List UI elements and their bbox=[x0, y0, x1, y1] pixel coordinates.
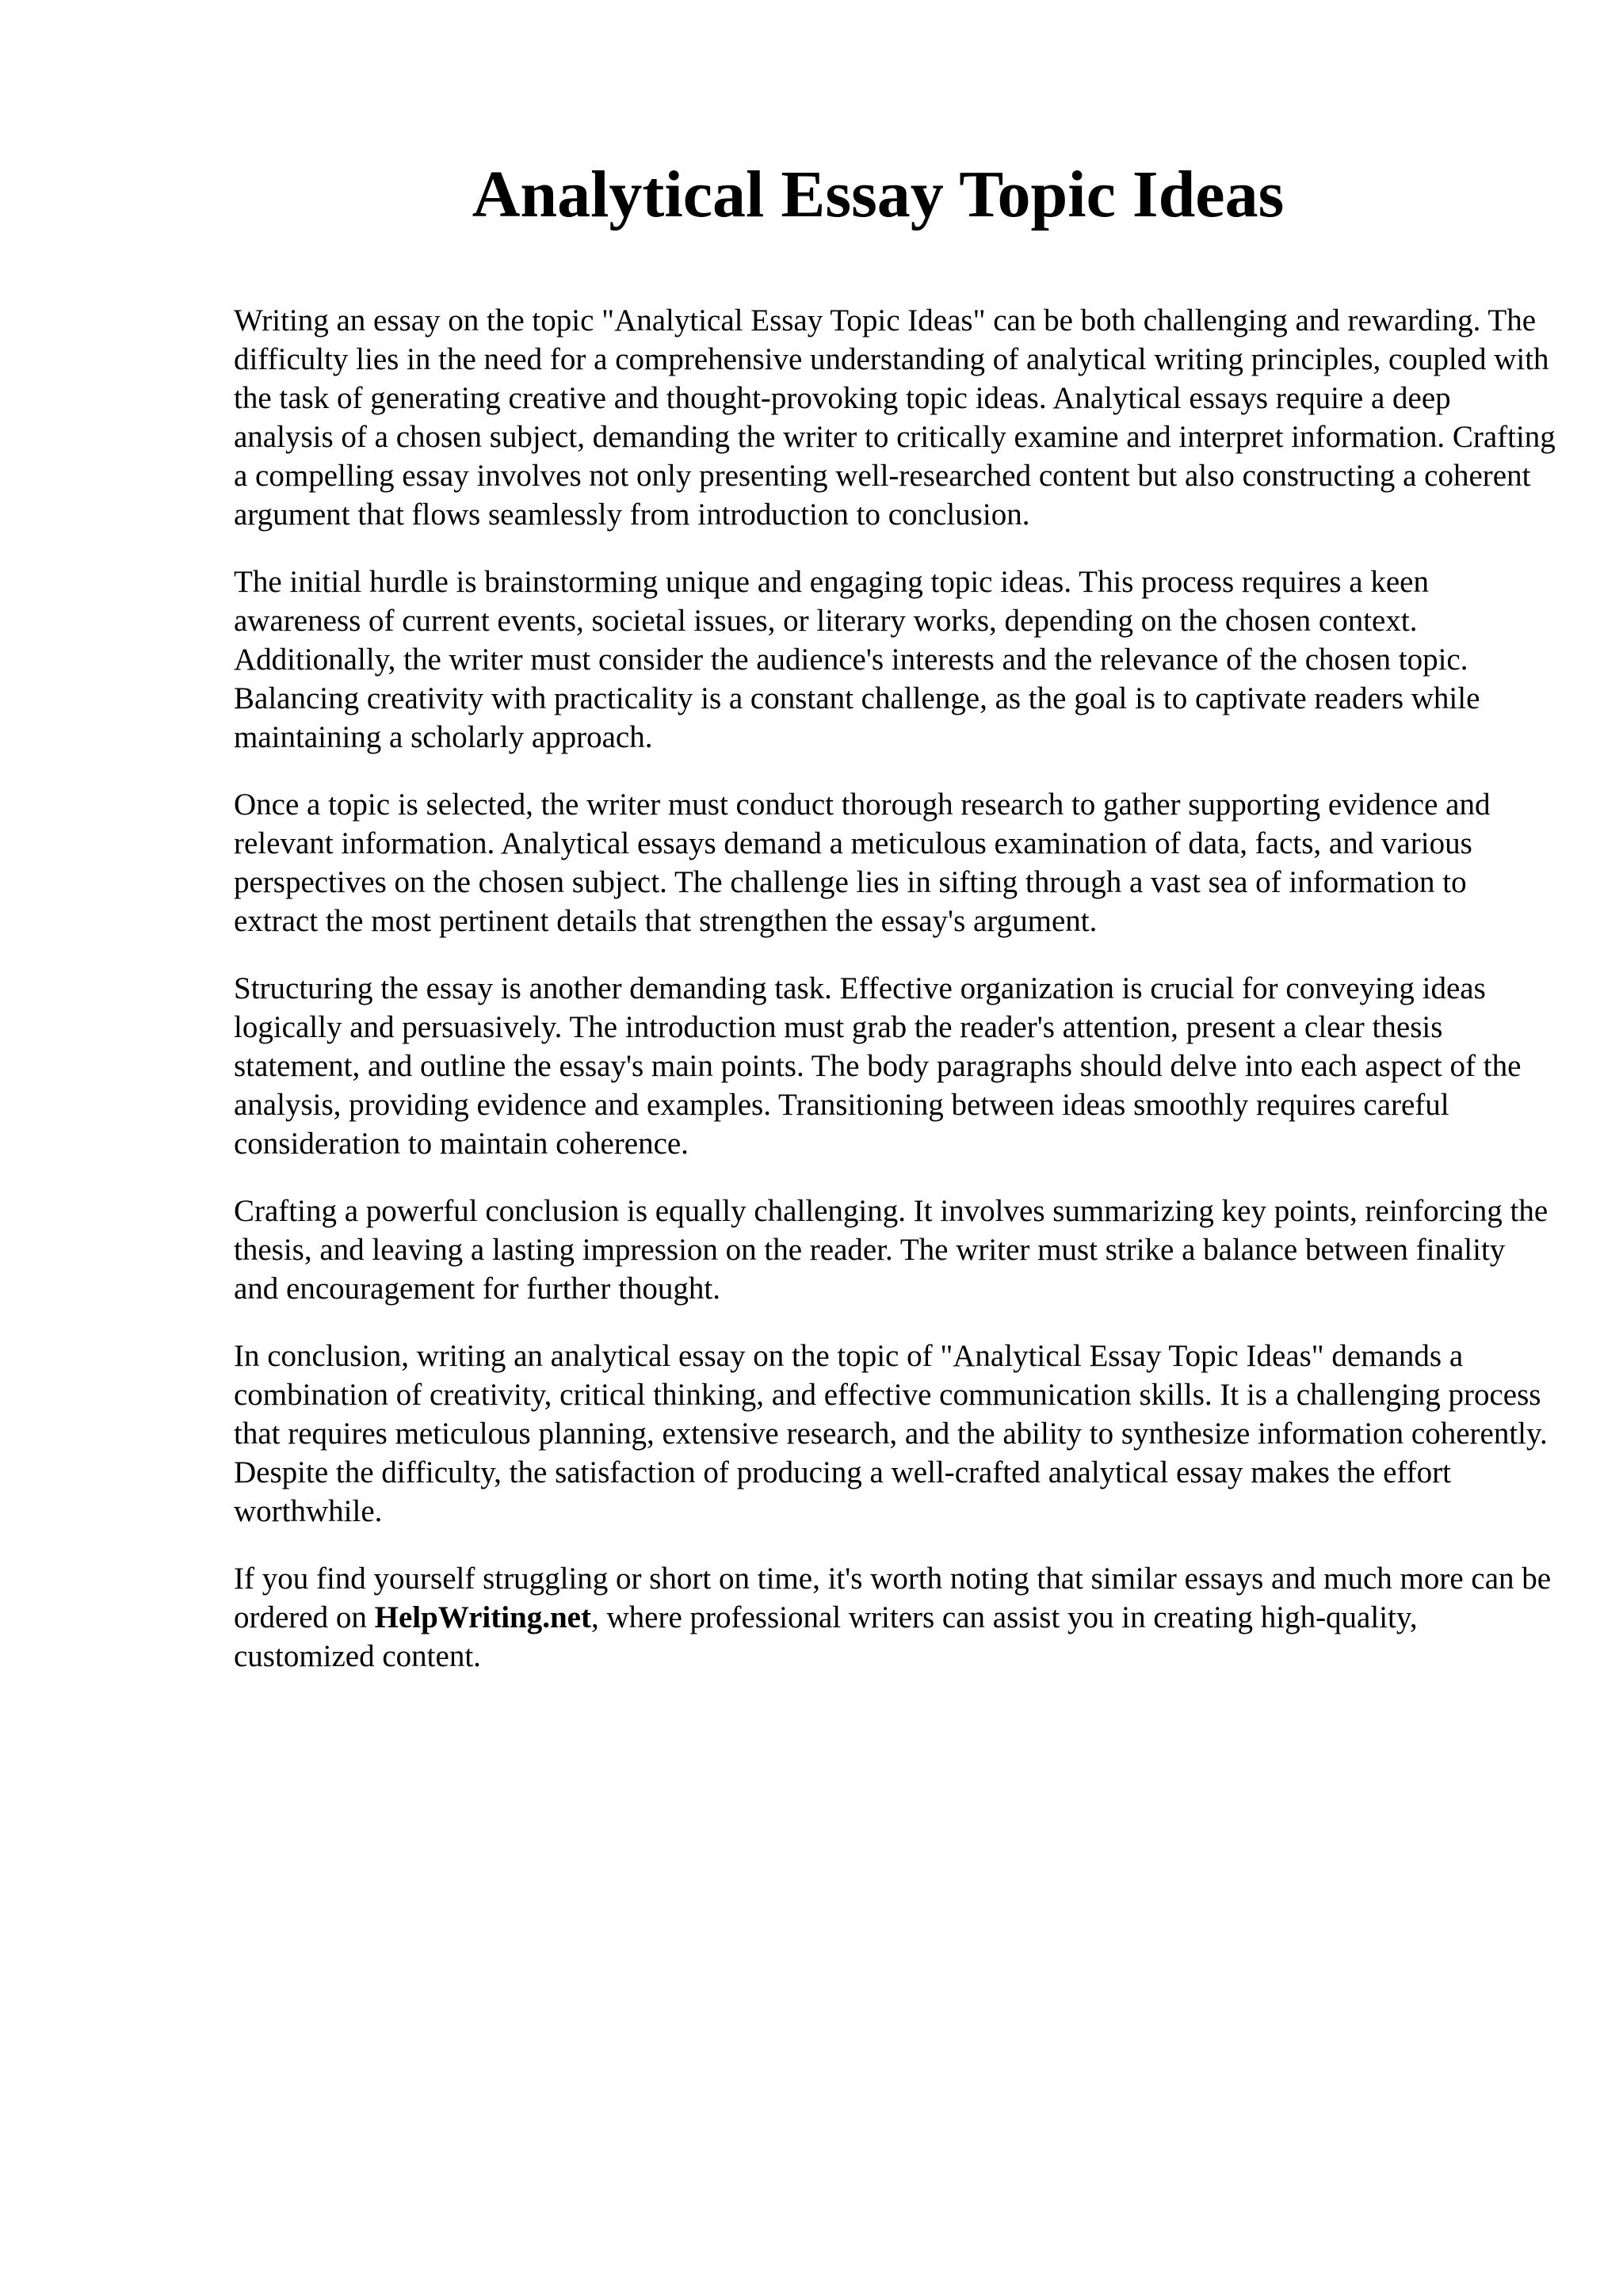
essay-body bbox=[234, 301, 1556, 1704]
paragraph-2: The initial hurdle is brainstorming unique and engaging topic ideas. This process requires a keen awareness of current events, societal issues, or literary works, depending on the chosen context. Additionally, the writer must consider the audience's interests and the relevance of the chosen topic. Balancing creativity with practicality is a constant challenge, as the goal is to captivate readers while maintaining a scholarly approach. bbox=[234, 565, 1480, 754]
paragraph-1: Writing an essay on the topic "Analytical Essay Topic Ideas" can be both challenging and rewarding. The difficulty lies in the need for a comprehensive understanding of analytical writing principles, coupled with the task of generating creative and thought-provoking topic ideas. Analytical essays require a deep analysis of a chosen subject, demanding the writer to critically examine and interpret information. Crafting a compelling essay involves not only presenting well-researched content but also constructing a coherent argument that flows seamlessly from introduction to conclusion. bbox=[234, 303, 1556, 532]
closing-text-before: If you find yourself struggling or short on time, it's worth noting that similar essays and much more can be ordered on bbox=[234, 1562, 1552, 1634]
paragraph-6: In conclusion, writing an analytical essay on the topic of "Analytical Essay Topic Ideas" demands a combination of creativity, critical thinking, and effective communication skills. It is a challenging process that requires meticulous planning, extensive research, and the ability to synthesize information coherently. Despite the difficulty, the satisfaction of producing a well-crafted analytical essay makes the effort worthwhile. bbox=[234, 1339, 1548, 1528]
closing-text-after: , where professional writers can assist you in creating high-quality, customized content. bbox=[234, 1600, 1418, 1673]
page-title: Analytical Essay Topic Ideas bbox=[472, 158, 1285, 231]
paragraph-4: Structuring the essay is another demanding task. Effective organization is crucial for conveying ideas logically and persuasively. The introduction must grab the reader's attention, present a clear thesis statement, and outline the essay's main points. The body paragraphs should delve into each aspect of the analysis, providing evidence and examples. Transitioning between ideas smoothly requires careful consideration to maintain coherence. bbox=[234, 971, 1522, 1161]
paragraph-5: Crafting a powerful conclusion is equally challenging. It involves summarizing key points, reinforcing the thesis, and leaving a lasting impression on the reader. The writer must strike a balance between finality and encouragement for further thought. bbox=[234, 1194, 1549, 1306]
brand-name: HelpWriting.net bbox=[374, 1600, 591, 1634]
closing-paragraph bbox=[234, 1559, 1556, 1676]
paragraph-3: Once a topic is selected, the writer must conduct thorough research to gather supporting evidence and relevant information. Analytical essays demand a meticulous examination of data, facts, and various perspectives on the chosen subject. The challenge lies in sifting through a vast sea of information to extract the most pertinent details that strengthen the essay's argument. bbox=[234, 788, 1491, 938]
